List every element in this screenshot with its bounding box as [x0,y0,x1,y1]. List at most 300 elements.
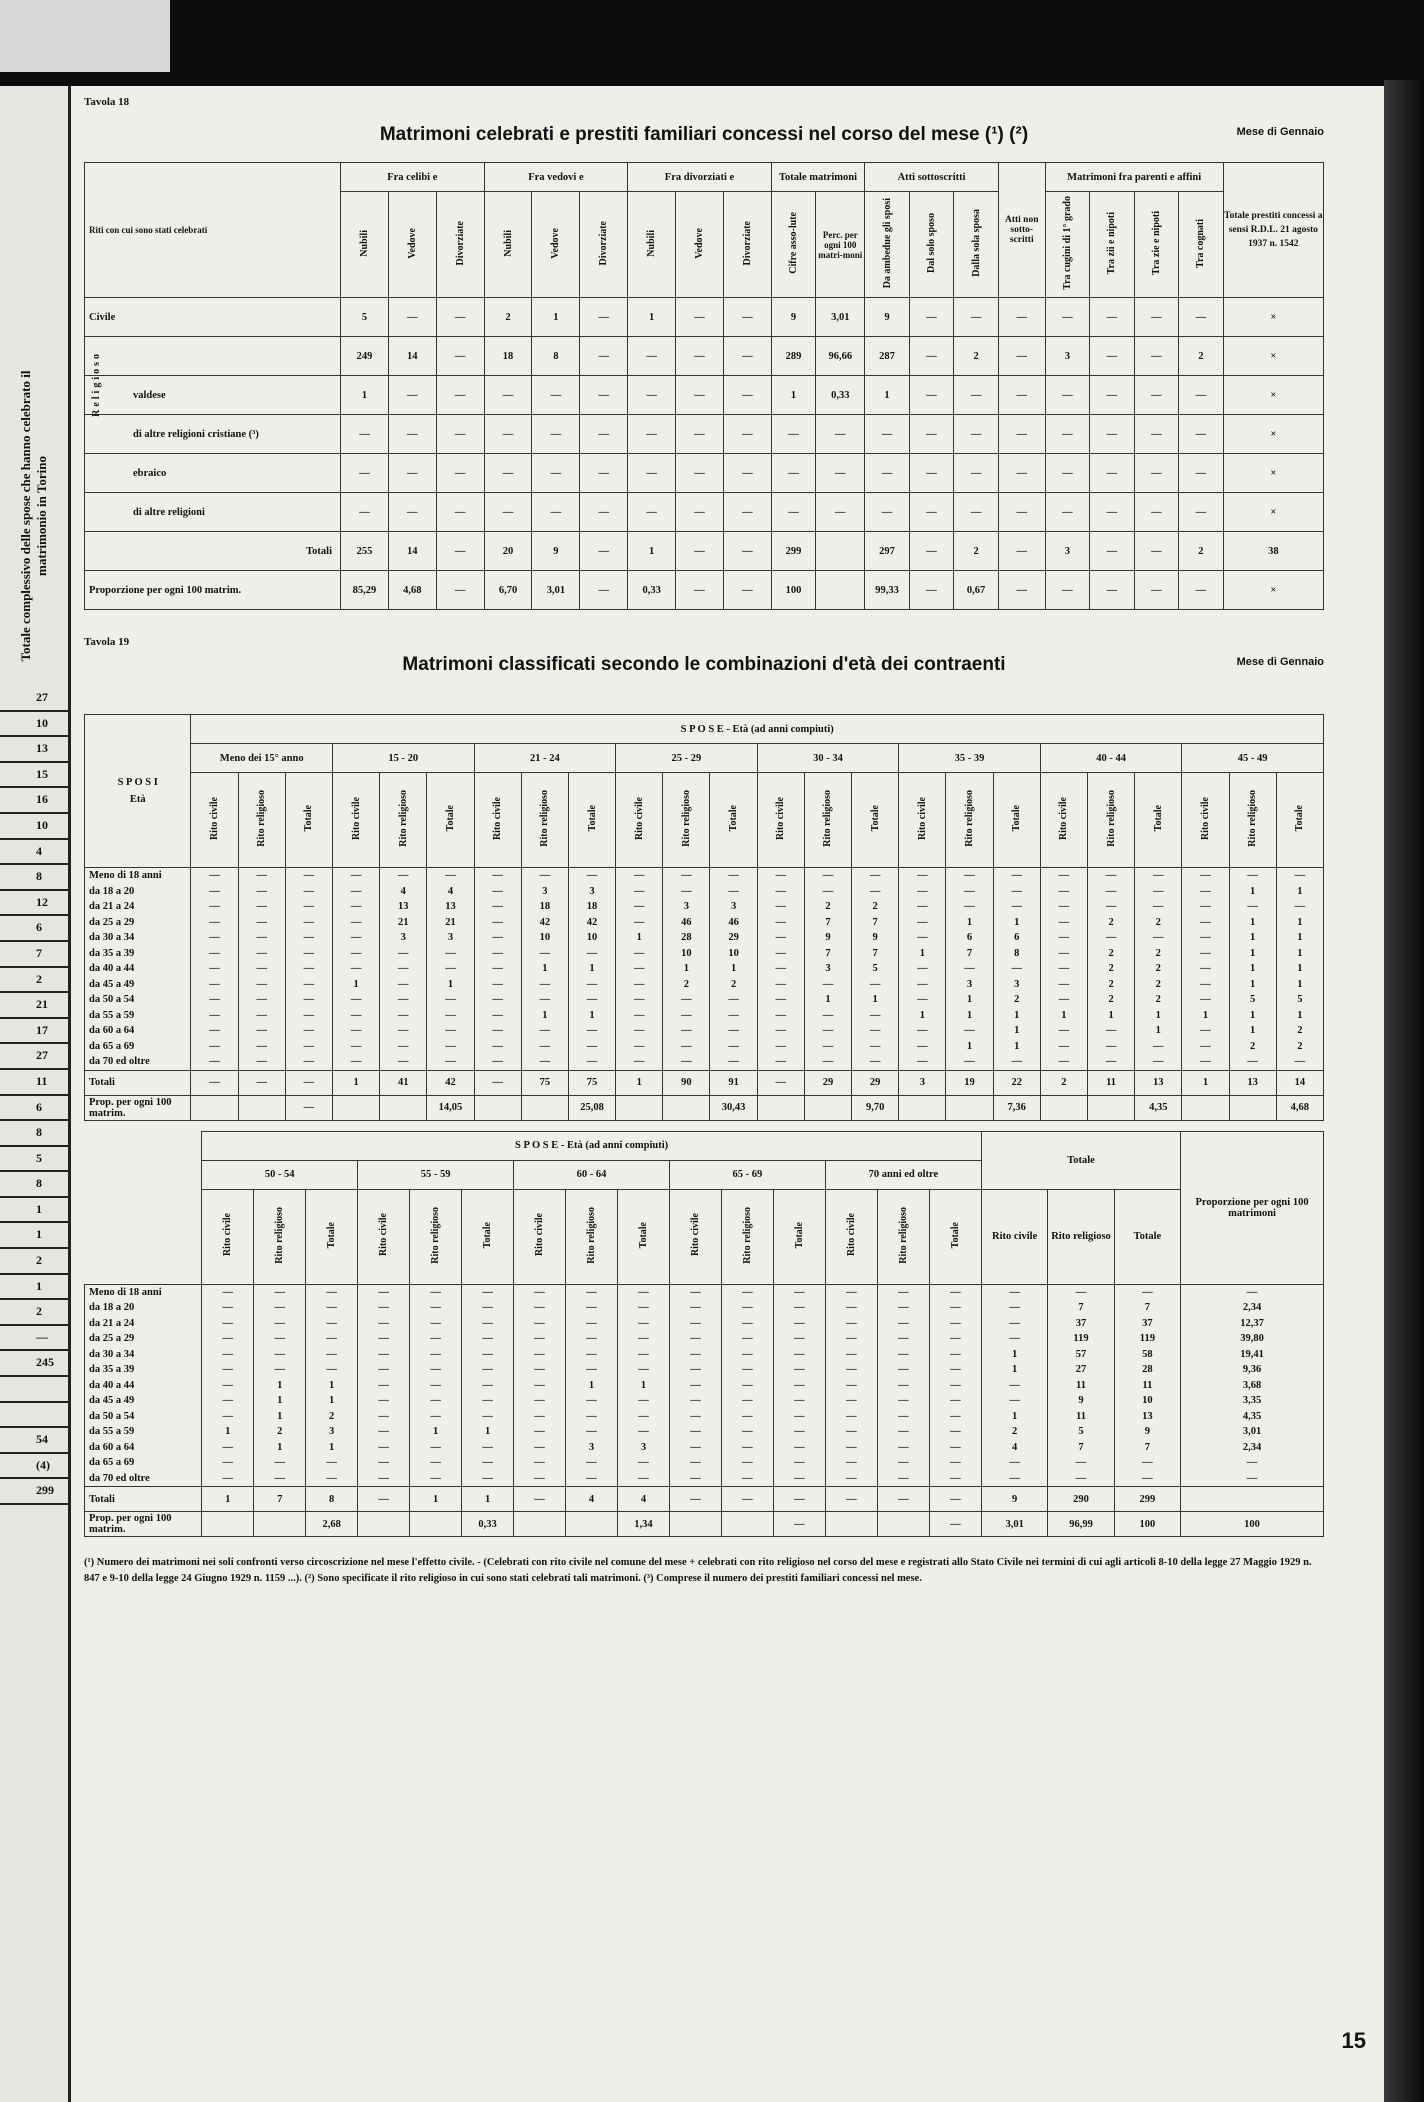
t19-age-group: 40 - 44 [1040,744,1182,773]
t19-subcol [1135,773,1182,868]
t19-subcol [566,1189,618,1284]
left-strip-value: 2 [0,1249,68,1275]
t18-cell: — [1179,298,1224,337]
t18-cell: — [580,454,628,493]
t18-cell: — [1134,298,1179,337]
t18-cell: 14 [388,532,436,571]
t18-cell: — [484,415,532,454]
t19-col-values: — — — — — — — 1 — — — — — [332,868,379,1071]
t19-col-values: — — — — — — — — — 1 — — — [1182,868,1229,1071]
left-strip-value: 7 [0,942,68,968]
t18-cell: — [1090,376,1135,415]
t19-summary-cell: 42 [427,1070,474,1095]
t19-col-values: — 3 18 42 10 — 1 — — 1 — — — [521,868,568,1071]
t19-col-values: — — — — — — 1 — — — 3 — — [566,1284,618,1487]
t18-cell: — [1134,571,1179,610]
t18-cell: — [436,376,484,415]
t19-summary-cell: 4,68 [1276,1095,1323,1120]
t19-summary-cell [566,1512,618,1537]
t19-subcol [380,773,427,868]
t19-subcol [474,773,521,868]
t18-cell: 14 [388,337,436,376]
t18-cell: 299 [771,532,816,571]
t18-subcol [628,192,676,298]
t19-subcol [191,773,238,868]
t18-cell: — [954,376,999,415]
t19-subcol-text: Totale [637,1221,649,1249]
t19-summary-cell [332,1095,379,1120]
t19-summary-cell: 0,33 [462,1512,514,1537]
t18-cell: — [676,298,724,337]
t19-subcol [410,1189,462,1284]
t18-cell: — [865,493,910,532]
t18-subcol [954,192,999,298]
t19-summary-cell [410,1512,462,1537]
t19-subcol [254,1189,306,1284]
t19-summary-cell: 3 [899,1070,946,1095]
t19-summary-cell: — [757,1070,804,1095]
t19-col-values: — — — — — — — — — — — — — [514,1284,566,1487]
left-strip-value: 245 [0,1351,68,1377]
t19-summary-cell: 1 [1182,1070,1229,1095]
left-strip-value: 21 [0,993,68,1019]
t19-subcol-text: Rito civile [689,1213,701,1257]
left-strip-value: 27 [0,686,68,712]
t19-summary-cell [1182,1095,1229,1120]
t18-cell: — [676,415,724,454]
t18-row-label: Civile [85,298,341,337]
t18-rito-header: Riti con cui sono stati celebrati [85,163,341,298]
t18-cell: — [628,415,676,454]
t19-subcol-text: Totale [586,805,598,832]
t19-subcol-text: Totale [949,1221,961,1249]
t19-summary-cell: 2,68 [306,1512,358,1537]
t18-cell: 1 [628,532,676,571]
t19-summary-cell: — [669,1487,721,1512]
t19-subcol-text: Totale [793,1221,805,1249]
t19-subcol [1182,773,1229,868]
t19-summary-cell: 1 [332,1070,379,1095]
t18-subcol [341,192,389,298]
t18-row [85,298,1324,337]
t19-summary-cell: 1,34 [617,1512,669,1537]
t18-cell: × [1223,337,1323,376]
left-strip-value: 2 [0,1300,68,1326]
t18-group: Fra celibi e [341,163,485,192]
t19-col-values: — 7 37 119 57 27 11 9 11 5 7 — — [1048,1284,1114,1487]
t19-prop-label: Prop. per ogni 100 matrim. [85,1512,202,1537]
t18-cell: — [954,415,999,454]
t18-cell: — [998,571,1045,610]
t19-summary-cell: — [474,1070,521,1095]
t19-subcol [568,773,615,868]
t19-col-values: — — — — — — 1 — — — 3 — — [617,1284,669,1487]
t18-subcol-text: Dalla sola sposa [970,209,982,277]
t18-cell: — [388,415,436,454]
t18-subcol [532,192,580,298]
t19-subcol-text: Rito civile [222,1213,234,1257]
t19-col-values: — — — — — — — — — 1 — — — [202,1284,254,1487]
t19-subcol [1087,773,1134,868]
t19-summary-cell [804,1095,851,1120]
t18-subcol [771,192,816,298]
left-strip-value: 8 [0,1172,68,1198]
t19-summary-cell [1229,1095,1276,1120]
t19-totale-header: Totale [981,1131,1180,1189]
t18-cell: — [998,493,1045,532]
t19-col-values: — — — — 1 1 — — 1 2 4 — — [981,1284,1047,1487]
t18-cell: 96,66 [816,337,865,376]
t19-col-values: — — — — — — — — — — — — — [877,1284,929,1487]
t19-summary-cell: 7,36 [993,1095,1040,1120]
t19-subcol-text: Rito religioso [964,790,976,847]
t19-summary-cell [474,1095,521,1120]
left-strip-value: 299 [0,1479,68,1505]
t18-cell: — [580,415,628,454]
t18-group: Totale prestiti concessi a sensi R.D.L. 21 agosto 1937 n. 1542 [1223,163,1323,298]
t19-totale-subcol: Rito civile [981,1189,1047,1284]
t18-cell: — [998,532,1045,571]
t18-subcol-text: Divorziate [741,220,753,266]
t19-age-group: 60 - 64 [514,1160,670,1189]
t18-cell: 85,29 [341,571,389,610]
t18-row [85,415,1324,454]
t19-summary-cell [669,1512,721,1537]
t18-cell: — [532,376,580,415]
t18-cell: — [1134,493,1179,532]
t19-subcol-text: Totale [303,805,315,832]
t18-cell: — [1090,337,1135,376]
t19-subcol [1040,773,1087,868]
t19-summary-cell: 9 [981,1487,1047,1512]
t18-cell: — [1045,571,1090,610]
t18-subcol [723,192,771,298]
scan-light-patch [0,0,170,72]
t18-cell: 297 [865,532,910,571]
t19-subcol [804,773,851,868]
t18-cell: 2 [1179,337,1224,376]
t19-col-values: — — — — — — — — — — — — — [825,1284,877,1487]
t18-cell: 2 [954,337,999,376]
t19-summary-cell: 41 [380,1070,427,1095]
t18-cell [816,532,865,571]
t19-subcol-text: Rito religioso [1247,790,1259,847]
t18-cell: × [1223,571,1323,610]
t19-sposi-header [85,715,191,868]
t18-subcol [1045,192,1090,298]
t19-summary-cell: 1 [616,1070,663,1095]
t18-cell: — [341,493,389,532]
t19-subcol [358,1189,410,1284]
left-strip-value: — [0,1326,68,1352]
t19-eta-label: Età [129,794,146,805]
t18-cell: 100 [771,571,816,610]
t19-sposi-ages: Meno di 18 anni da 18 a 20 da 21 a 24 da 25 a 29 da 30 a 34 da 35 a 39 da 40 a 44 da 45 a 49 da 50 a 54 da 55 a 59 da 60 a 64 da 65 a 69 da 70 ed oltre [85,1284,202,1487]
t18-subcol-text: Cifre asso-lute [788,212,800,274]
t19-subcol-text: Rito civile [633,796,645,841]
left-strip-label: Totale complessivo delle spose che hanno celebrato il matrimonio in Torino [18,370,49,662]
t19-col-values: — 1 — 1 1 1 1 1 5 1 1 2 — [1229,868,1276,1071]
t18-subcol-text: Tra cugini di 1° grado [1061,196,1073,290]
t18-subcol-text: Nubili [646,229,658,257]
t18-cell: — [954,298,999,337]
t18-subcol-text: Vedove [550,227,562,259]
t19-summary-cell: — [514,1487,566,1512]
t19-age-group: 30 - 34 [757,744,899,773]
t18-cell: — [909,298,954,337]
t18-cell: — [998,337,1045,376]
t19-subcol-text: Rito religioso [397,790,409,847]
t19-summary-cell: 290 [1048,1487,1114,1512]
t19-summary-cell [238,1095,285,1120]
t18-cell: — [771,493,816,532]
t19-summary-cell: 29 [804,1070,851,1095]
t19-summary-cell: 96,99 [1048,1512,1114,1537]
t19-subcol-text: Rito civile [1199,796,1211,841]
t18-cell: — [771,454,816,493]
t18-cell: — [580,337,628,376]
t18-month: Mese di Gennaio [1236,126,1324,138]
t19-summary-cell: — [238,1070,285,1095]
t19-prop-label: Prop. per ogni 100 matrim. [85,1095,191,1120]
t19-totali-label: Totali [85,1070,191,1095]
t19-col-values: — — — — 1 — — — — — — — — [616,868,663,1071]
t18-cell: 1 [532,298,580,337]
t18-cell: — [954,493,999,532]
t19-summary-cell: 3,01 [981,1512,1047,1537]
t18-cell: — [1134,376,1179,415]
t19-subcol-text: Rito religioso [822,790,834,847]
t18-cell: — [676,376,724,415]
t19-age-group: 50 - 54 [202,1160,358,1189]
t19-summary-cell: 7 [254,1487,306,1512]
left-strip-value [0,1403,68,1429]
t19-subcol-text: Totale [1294,805,1306,832]
t18-cell: — [628,337,676,376]
t18-cell: — [436,298,484,337]
t19-subcol [773,1189,825,1284]
left-strip-value: 2 [0,968,68,994]
t19-subcol-text: Rito civile [916,796,928,841]
t19-summary-cell: — [285,1095,332,1120]
t18-subcol-text: Da ambedue gli sposi [881,197,893,289]
t19-subcol-text: Rito civile [845,1213,857,1257]
t19-subcol [238,773,285,868]
t19-summary-cell: 75 [521,1070,568,1095]
t18-cell: 3 [1045,532,1090,571]
t19-col-values: — — — — — — — — — 1 — — — [462,1284,514,1487]
t19-summary-cell [514,1512,566,1537]
t19-subcol [946,773,993,868]
left-strip-value: 11 [0,1070,68,1096]
t19-subcol [825,1189,877,1284]
t18-cell: — [388,376,436,415]
t18-cell: — [998,415,1045,454]
t19-summary-cell: — [191,1070,238,1095]
t19-subcol [1276,773,1323,868]
t18-group: Fra divorziati e [628,163,772,192]
t18-cell: — [816,493,865,532]
left-strip-value: 6 [0,1096,68,1122]
t19-col-values: — — — 2 — 2 2 2 2 1 1 — — [1135,868,1182,1071]
t19-col-values: — — — — — — — — — — — — — [474,868,521,1071]
t18-cell: — [998,454,1045,493]
t19-subcol-text: Rito civile [350,796,362,841]
t18-cell: — [865,415,910,454]
t18-cell: — [998,376,1045,415]
t18-cell: 5 [341,298,389,337]
t19-subcol-text: Rito religioso [741,1206,753,1264]
t18-subcol-text: Tra zii e nipoti [1106,211,1118,275]
t18-cell: × [1223,493,1323,532]
t19-summary-cell: 4,35 [1135,1095,1182,1120]
t18-cell: 287 [865,337,910,376]
t18-cell: — [1179,415,1224,454]
t19-col-values: — — — — — — — — — 1 — — — [1040,868,1087,1071]
t18-cell: — [580,298,628,337]
t19-totali-label: Totali [85,1487,202,1512]
t18-cell: — [436,337,484,376]
t18-group: Atti non sotto-scritti [998,163,1045,298]
t19-summary-cell [254,1512,306,1537]
t18-cell: — [388,454,436,493]
t19-summary-cell [721,1512,773,1537]
t19-age-group: 15 - 20 [332,744,474,773]
t18-cell: — [1090,454,1135,493]
t18-cell: — [388,493,436,532]
t18-cell: 9 [865,298,910,337]
t19-col-values: — — — — — — — — — — — — — [191,868,238,1071]
left-strip-value: 8 [0,1121,68,1147]
t19-summary-cell: 13 [1135,1070,1182,1095]
t18-cell: — [676,571,724,610]
t18-cell: — [532,415,580,454]
t19-summary-cell: 22 [993,1070,1040,1095]
t19-subcol-text: Totale [1152,805,1164,832]
t19-col-values: — — — — — — — — — — — — — [358,1284,410,1487]
t18-cell: 6,70 [484,571,532,610]
page-number: 15 [1341,2028,1366,2053]
t18-cell: 0,33 [816,376,865,415]
t18-cell: — [628,493,676,532]
t18-cell: × [1223,298,1323,337]
t18-cell: — [1045,376,1090,415]
left-strip-value: 13 [0,737,68,763]
t18-cell: — [580,493,628,532]
t18-cell: — [909,532,954,571]
t18-cell: — [1045,454,1090,493]
t18-cell: — [1134,337,1179,376]
t19-subcol-text: Rito religioso [680,790,692,847]
t19-summary-cell: — [929,1487,981,1512]
t18-cell: 3,01 [532,571,580,610]
t19-col-values: — 4 13 21 3 — — 1 — — — — — [427,868,474,1071]
t19-subcol [427,773,474,868]
t18-cell: 2 [954,532,999,571]
t18-cell: — [1090,532,1135,571]
t19-summary-cell [1087,1095,1134,1120]
t19-subcol [993,773,1040,868]
t18-cell: — [723,337,771,376]
t19-col-values: — — — 2 — 2 2 2 2 1 — — — [1087,868,1134,1071]
t19-subcol [663,773,710,868]
t19-summary-cell: 4 [617,1487,669,1512]
t19-summary-cell [877,1512,929,1537]
t18-cell: 1 [865,376,910,415]
t19-summary-cell: — [721,1487,773,1512]
t18-subcol [909,192,954,298]
t19-subcol [899,773,946,868]
t19-summary-cell: 19 [946,1070,993,1095]
t19-subcol-text: Rito religioso [256,790,268,847]
t18-cell: — [1179,376,1224,415]
t19-subcol-text: Totale [482,1221,494,1249]
t18-cell: — [436,493,484,532]
t18-cell: 1 [771,376,816,415]
t19-summary-cell: 1 [202,1487,254,1512]
t19-tavola-label: Tavola 19 [84,636,130,648]
t18-cell: 3,01 [816,298,865,337]
t19-subcol [616,773,663,868]
t19-top-table [84,714,1324,1121]
t18-cell: — [676,532,724,571]
t19-summary-cell [825,1512,877,1537]
t19-col-values: — — — — — — — — — — — — — [721,1284,773,1487]
t19-subcol [285,773,332,868]
t19-summary-cell [899,1095,946,1120]
t19-age-group: 21 - 24 [474,744,616,773]
t19-subcol-text: Rito religioso [274,1206,286,1264]
t19-subcol-text: Rito religioso [586,1206,597,1264]
page-content [84,96,1324,1587]
t18-cell: — [388,298,436,337]
t19-sposi-ages: Meno di 18 anni da 18 a 20 da 21 a 24 da 25 a 29 da 30 a 34 da 35 a 39 da 40 a 44 da 45 a 49 da 50 a 54 da 55 a 59 da 60 a 64 da 65 a 69 da 70 ed oltre [85,868,191,1071]
t18-subcol [676,192,724,298]
t19-subcol [1229,773,1276,868]
t18-cell: — [532,454,580,493]
t18-subcol [436,192,484,298]
left-strip-value: 1 [0,1223,68,1249]
t19-subcol [514,1189,566,1284]
t19-summary-cell: 1 [410,1487,462,1512]
t19-summary-cell: 11 [1087,1070,1134,1095]
t18-cell: — [723,454,771,493]
t19-summary-cell: 14 [1276,1070,1323,1095]
t18-cell: — [723,415,771,454]
t18-cell: — [1090,415,1135,454]
t19-summary-cell: 30,43 [710,1095,757,1120]
left-strip-value [0,1377,68,1403]
t19-subcol-text: Totale [444,805,456,832]
t18-subcol [484,192,532,298]
t19-summary-cell [1181,1487,1324,1512]
t18-cell: — [436,571,484,610]
t18-subcol-text: Nubili [358,229,370,257]
t19-subcol-text: Rito civile [209,796,221,841]
t19-subcol [877,1189,929,1284]
t19-summary-cell [663,1095,710,1120]
t18-cell: — [816,454,865,493]
t18-cell: — [723,298,771,337]
t19-sposi-label: S P O S I [117,777,158,788]
t19-subcol-text: Totale [869,805,881,832]
t18-row [85,571,1324,610]
t19-summary-cell [616,1095,663,1120]
t19-col-values: — — — — — — — — — — — — — [757,868,804,1071]
t19-age-group: 25 - 29 [616,744,758,773]
t18-row [85,454,1324,493]
t18-cell: 8 [532,337,580,376]
